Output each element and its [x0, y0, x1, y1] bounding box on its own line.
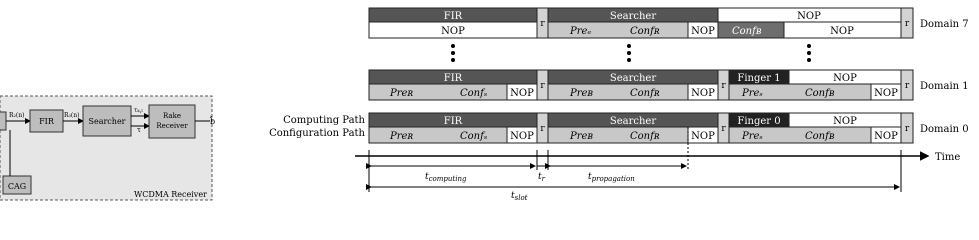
pre-f-label: Preₑ — [570, 26, 592, 37]
signal-label-output: b̂ — [210, 117, 216, 126]
reconf-label: r — [540, 81, 545, 91]
nop-config-label-3: NOP — [830, 26, 854, 37]
searcher-label: Searcher — [609, 11, 657, 22]
conf-r-label: Confʀ — [630, 131, 660, 142]
time-axis-label: Time — [935, 152, 961, 163]
t-slot-label: $t_{slot}$ — [511, 191, 528, 201]
nop-config-label-3: NOP — [874, 131, 898, 142]
finger-label: Finger 1 — [737, 73, 781, 84]
signal-label-searcher-out: τₖ,ₗ — [134, 107, 143, 114]
timing-annotations — [371, 166, 899, 201]
antenna-block — [0, 112, 6, 130]
conf-s-label: Confₛ — [460, 131, 488, 142]
signal-label-tau: τ — [137, 126, 141, 134]
nop-config-label-2: NOP — [691, 26, 715, 37]
domain-label: Domain 0 — [920, 124, 969, 135]
searcher-label: Searcher — [609, 73, 657, 84]
domain-label: Domain 7 — [920, 19, 969, 30]
nop-label: NOP — [797, 11, 821, 22]
conf-r-label: Confʀ — [630, 26, 660, 37]
pre-f-label: Preʙ — [570, 131, 594, 142]
reconf-label: r — [540, 124, 545, 134]
nop-label: NOP — [833, 116, 857, 127]
pre-s-label: Preₛ — [742, 131, 763, 142]
reconf-label-end: r — [904, 124, 910, 134]
nop-label: NOP — [833, 73, 857, 84]
pre-r-label: Preʀ — [390, 88, 414, 99]
pre-f-label: Preʙ — [570, 88, 594, 99]
rake-label-line2: Receiver — [156, 122, 188, 130]
finger-label: Finger 0 — [737, 116, 781, 127]
nop-config-label: NOP — [510, 88, 534, 99]
nop-config-label: NOP — [510, 131, 534, 142]
nop-config-label-2: NOP — [691, 131, 715, 142]
fir-block-label: FIR — [39, 117, 54, 126]
conf-f-label: Confʙ — [805, 131, 835, 142]
domain-0-row — [369, 113, 969, 143]
rake-label-line1: Rake — [163, 112, 181, 120]
domain-1-row — [369, 70, 969, 100]
pre-s-label: Preₛ — [742, 88, 763, 99]
conf-s-label: Confₛ — [460, 88, 488, 99]
reconf-label-end: r — [904, 19, 910, 29]
nop-config-label: NOP — [441, 26, 465, 37]
pre-r-label: Preʀ — [390, 131, 414, 142]
conf-f-label: Confʙ — [805, 88, 835, 99]
nop-config-label-3: NOP — [874, 88, 898, 99]
t-computing-label: $t_{computing}$ — [425, 172, 467, 183]
config-block — [548, 22, 688, 38]
configuration-path-label: Configuration Path — [269, 128, 365, 139]
fir-label: FIR — [443, 73, 463, 84]
reconf-label-mid: r — [721, 81, 726, 91]
reconf-label-mid: r — [721, 124, 726, 134]
searcher-label: Searcher — [609, 116, 657, 127]
nop-config-label-2: NOP — [691, 88, 715, 99]
config-block-2 — [548, 127, 688, 143]
signal-label-fir-out: R₃(n) — [64, 112, 80, 119]
t-r-label: $t_r$ — [538, 172, 545, 183]
signal-label-input: R₂(n) — [9, 112, 25, 119]
conf-f-label: Confʙ — [732, 26, 762, 37]
domain-label: Domain 1 — [920, 81, 969, 92]
t-propagation-label: $t_{propagation}$ — [588, 172, 635, 183]
domain-7-row — [369, 8, 969, 38]
searcher-block-label: Searcher — [88, 117, 126, 126]
reconfiguration-schedule — [269, 8, 969, 201]
reconf-label: r — [540, 19, 545, 29]
reconf-label-end: r — [904, 81, 910, 91]
conf-r-label: Confʀ — [630, 88, 660, 99]
wcdma-receiver-diagram — [0, 96, 215, 200]
cag-block-label: CAG — [7, 182, 27, 191]
config-block-2 — [548, 84, 688, 100]
ellipsis-dots — [451, 44, 811, 62]
computing-path-label: Computing Path — [283, 115, 365, 126]
receiver-title: WCDMA Receiver — [134, 190, 207, 199]
fir-label: FIR — [443, 116, 463, 127]
fir-label: FIR — [443, 11, 463, 22]
